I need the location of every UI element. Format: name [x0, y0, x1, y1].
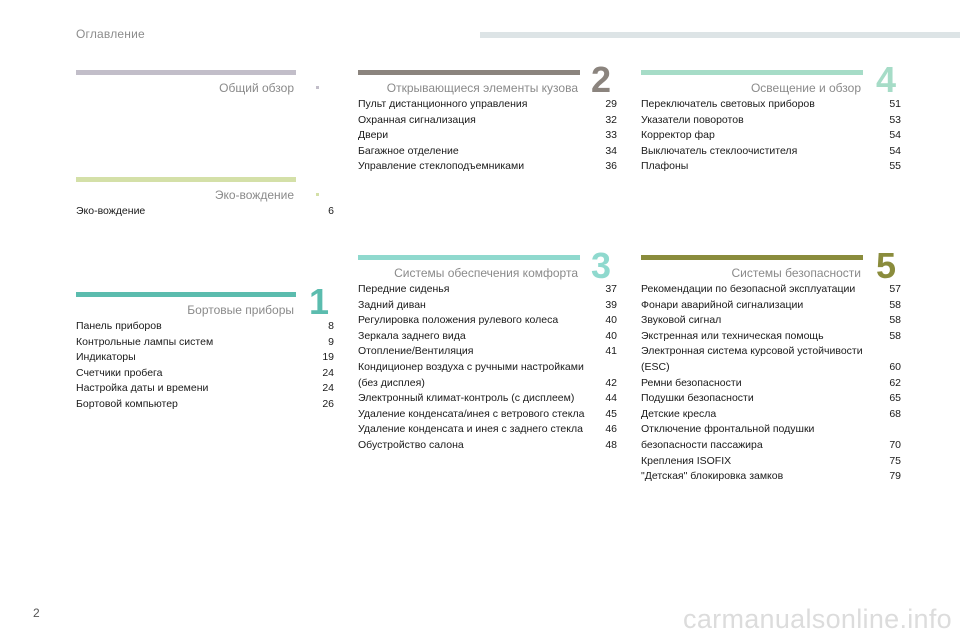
chapter-number-4: 4 [876, 59, 897, 100]
toc-entry-title: Обустройство салона [358, 438, 464, 451]
toc-entry-page: 32 [605, 113, 617, 126]
toc-entry-page: 57 [889, 283, 901, 295]
section-marker-dot [316, 193, 319, 196]
section-overview [76, 70, 296, 97]
toc-entry-title: Подушки безопасности [641, 392, 754, 405]
toc-entry[interactable] [358, 313, 617, 329]
section-instruments [76, 292, 334, 413]
toc-entry[interactable] [641, 391, 901, 407]
section-bar [76, 292, 296, 297]
toc-entry-page: 58 [889, 314, 901, 327]
toc-entry-title: Удаление конденсата и инея с заднего стекла [358, 423, 583, 436]
toc-entry-title: Корректор фар [641, 129, 715, 142]
toc-entry-page: 9 [328, 335, 334, 348]
toc-entry-title: Звуковой сигнал [641, 314, 722, 327]
section-body [358, 70, 617, 175]
toc-entry[interactable] [641, 422, 901, 453]
toc-entry-page: 62 [889, 376, 901, 389]
toc-entry-title: Настройка даты и времени [76, 382, 209, 395]
chapter-number-1: 1 [309, 281, 330, 322]
toc-entry-page: 19 [322, 351, 334, 364]
toc-entry-title: Экстренная или техническая помощь [641, 329, 824, 342]
section-entries [641, 282, 901, 485]
toc-entry-page: 36 [605, 160, 617, 173]
toc-entry-title: Охранная сигнализация [358, 113, 476, 126]
toc-entry-title: Задний диван [358, 298, 426, 311]
section-entries [76, 319, 334, 413]
toc-entry-title: Регулировка положения рулевого колеса [358, 314, 559, 327]
toc-entry-page: 48 [605, 438, 617, 451]
toc-entry[interactable] [76, 381, 334, 397]
section-bar [358, 70, 580, 75]
chapter-number-2: 2 [591, 59, 612, 100]
section-title[interactable]: Бортовые приборы [187, 303, 294, 317]
toc-entry-title: Пульт дистанционного управления [358, 98, 528, 110]
toc-entry-page: 58 [889, 329, 901, 342]
toc-entry-page: 29 [605, 98, 617, 110]
toc-entry[interactable] [641, 159, 901, 175]
toc-entry-title: Эко-вождение [76, 205, 146, 217]
header-bar [480, 32, 960, 38]
toc-entry-title: Фонари аварийной сигнализации [641, 298, 804, 311]
toc-entry-page: 26 [322, 397, 334, 410]
toc-entry-title: Детские кресла [641, 407, 717, 420]
toc-entry-page: 70 [889, 438, 901, 451]
toc-entry-page: 53 [889, 113, 901, 126]
toc-entry-title: Электронный климат-контроль (с дисплеем) [358, 392, 575, 405]
page-number: 2 [33, 606, 40, 620]
toc-entry-title: "Детская" блокировка замков [641, 470, 784, 483]
toc-entry-page: 58 [889, 298, 901, 311]
section-title[interactable]: Общий обзор [219, 81, 294, 95]
toc-entry[interactable] [76, 335, 334, 351]
toc-entry[interactable] [76, 366, 334, 382]
toc-entry-title: Электронная система курсовой устойчивости (ESC) [641, 345, 863, 373]
section-title[interactable]: Эко-вождение [214, 188, 294, 202]
toc-entry[interactable] [641, 454, 901, 470]
toc-entry[interactable] [358, 422, 617, 438]
toc-entry-page: 45 [605, 407, 617, 420]
toc-entry-page: 42 [605, 376, 617, 389]
toc-entry-page: 33 [605, 129, 617, 142]
toc-entry[interactable] [641, 298, 901, 314]
toc-entry[interactable] [641, 144, 901, 160]
toc-entry[interactable] [641, 344, 901, 375]
toc-entry-title: Контрольные лампы систем [76, 335, 214, 348]
toc-entry-page: 54 [889, 144, 901, 157]
section-title[interactable]: Освещение и обзор [750, 81, 861, 95]
toc-entry[interactable] [641, 128, 901, 144]
section-title[interactable]: Системы обеспечения комфорта [394, 266, 578, 280]
section-entries [358, 282, 617, 454]
toc-entry-page: 40 [605, 314, 617, 327]
section-safety [641, 255, 901, 485]
section-bar [76, 70, 296, 75]
toc-entry-page: 44 [605, 392, 617, 405]
toc-entry-title: Переключатель световых приборов [641, 98, 815, 110]
toc-entry-page: 41 [605, 345, 617, 358]
toc-entry[interactable] [76, 204, 334, 220]
toc-entry-page: 65 [889, 392, 901, 405]
page-header-title: Оглавление [76, 27, 145, 41]
toc-entry-title: Индикаторы [76, 351, 136, 364]
toc-entry[interactable] [641, 469, 901, 485]
toc-entry-page: 75 [889, 454, 901, 467]
watermark-text: carmanualsonline.info [683, 604, 952, 634]
toc-entry[interactable] [358, 298, 617, 314]
toc-entry[interactable] [358, 407, 617, 423]
toc-entry-page: 68 [889, 407, 901, 420]
toc-entry[interactable] [641, 282, 901, 298]
toc-entry-title: Управление стеклоподъемниками [358, 160, 525, 173]
toc-entry[interactable] [358, 97, 617, 113]
toc-entry-title: Передние сиденья [358, 283, 450, 295]
section-lighting [641, 70, 901, 175]
toc-entry-title: Счетчики пробега [76, 366, 163, 379]
toc-entry-title: Плафоны [641, 160, 689, 173]
toc-entry-title: Указатели поворотов [641, 113, 744, 126]
toc-entry-page: 55 [889, 160, 901, 173]
toc-entry-page: 60 [889, 360, 901, 373]
toc-entry[interactable] [358, 329, 617, 345]
toc-entry-page: 8 [328, 320, 334, 332]
toc-entry[interactable] [358, 113, 617, 129]
toc-entry[interactable] [358, 438, 617, 454]
toc-entry[interactable] [641, 329, 901, 345]
chapter-number-5: 5 [876, 245, 897, 286]
toc-entry-title: Кондиционер воздуха с ручными настройками (без дисплея) [358, 360, 584, 389]
section-bar [641, 255, 863, 260]
toc-entry-title: Крепления ISOFIX [641, 454, 732, 467]
toc-entry[interactable] [641, 376, 901, 392]
toc-entry[interactable] [358, 391, 617, 407]
toc-entry-title: Удаление конденсата/инея с ветрового стекла [358, 407, 585, 420]
toc-entry-title: Отключение фронтальной подушки безопасности пассажира [641, 423, 815, 451]
chapter-number-3: 3 [591, 245, 612, 286]
toc-entry-title: Бортовой компьютер [76, 397, 178, 410]
toc-entry-page: 34 [605, 144, 617, 157]
section-comfort [358, 255, 617, 454]
toc-entry[interactable] [358, 360, 617, 391]
section-title[interactable]: Открывающиеся элементы кузова [386, 81, 578, 95]
toc-entry[interactable] [641, 97, 901, 113]
toc-entry-title: Выключатель стеклоочистителя [641, 144, 798, 157]
toc-entry-page: 46 [605, 423, 617, 436]
toc-entry-page: 39 [605, 298, 617, 311]
toc-entry[interactable] [358, 128, 617, 144]
toc-entry-page: 79 [889, 470, 901, 483]
toc-entry[interactable] [358, 159, 617, 175]
section-entries [358, 97, 617, 175]
toc-entry-title: Ремни безопасности [641, 376, 742, 389]
section-marker-dot [316, 86, 319, 89]
toc-entry-page: 24 [322, 382, 334, 395]
toc-entry[interactable] [641, 313, 901, 329]
toc-entry-page: 40 [605, 329, 617, 342]
toc-entry-page: 6 [328, 205, 334, 217]
section-entries [641, 97, 901, 175]
toc-entry-page: 51 [889, 98, 901, 110]
section-bar [76, 177, 296, 182]
toc-entry[interactable] [358, 144, 617, 160]
toc-entry[interactable] [358, 344, 617, 360]
toc-entry-title: Рекомендации по безопасной эксплуатации [641, 283, 856, 295]
toc-entry[interactable] [358, 282, 617, 298]
section-bar [641, 70, 863, 75]
toc-entry[interactable] [641, 407, 901, 423]
section-title[interactable]: Системы безопасности [731, 266, 861, 280]
toc-entry-page: 24 [322, 366, 334, 379]
toc-entry[interactable] [76, 319, 334, 335]
toc-entry-title: Отопление/Вентиляция [358, 345, 474, 358]
toc-entry-title: Двери [358, 129, 389, 142]
toc-entry[interactable] [76, 397, 334, 413]
toc-entry-title: Зеркала заднего вида [358, 329, 466, 342]
toc-entry[interactable] [76, 350, 334, 366]
section-bar [358, 255, 580, 260]
section-entries [76, 204, 334, 220]
toc-entry-title: Багажное отделение [358, 144, 459, 157]
section-eco [76, 177, 334, 220]
toc-entry-title: Панель приборов [76, 320, 162, 332]
toc-entry-page: 37 [605, 283, 617, 295]
toc-entry[interactable] [641, 113, 901, 129]
toc-entry-page: 54 [889, 129, 901, 142]
